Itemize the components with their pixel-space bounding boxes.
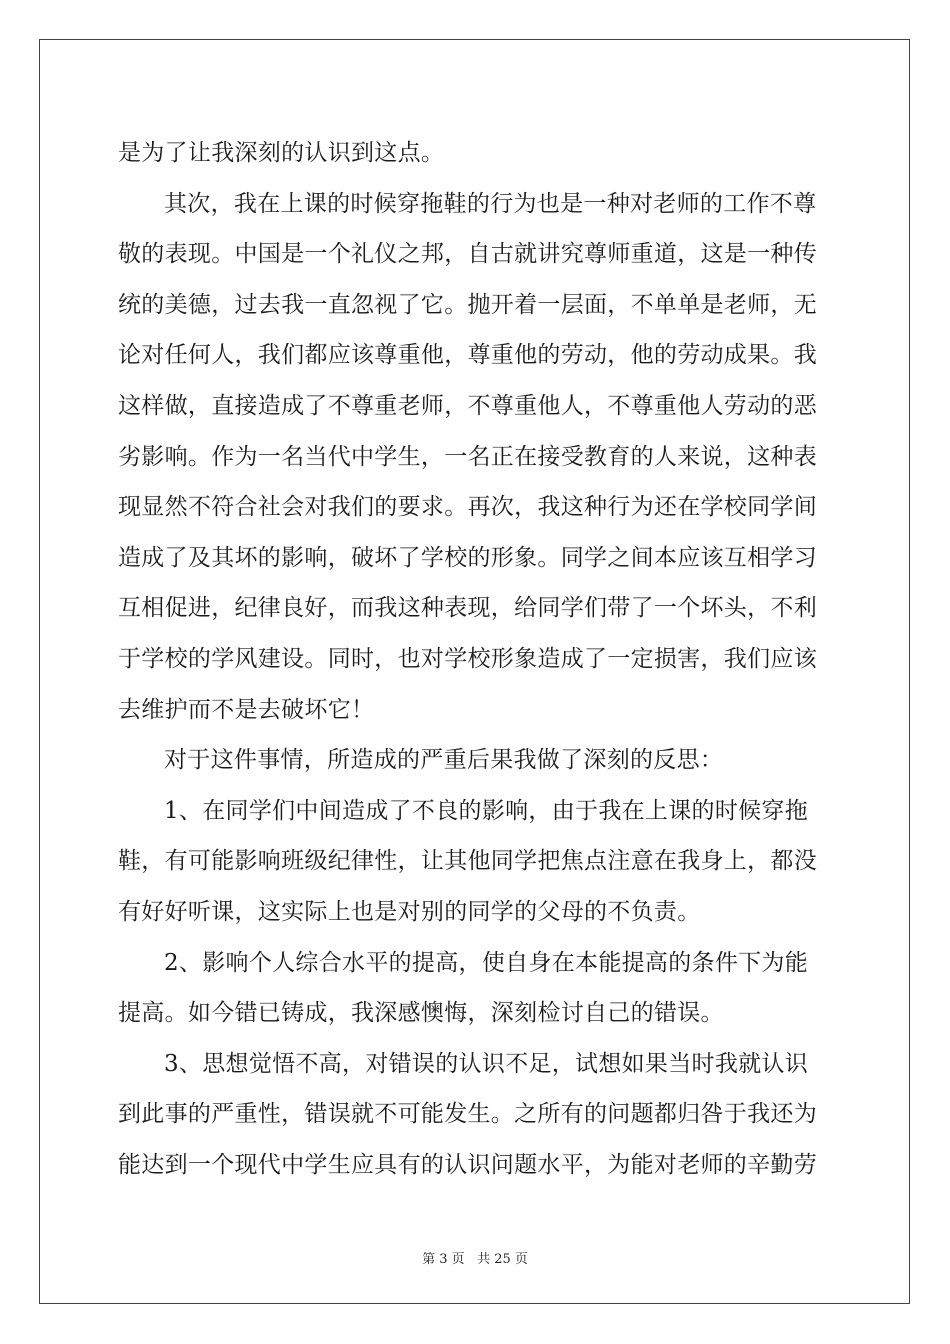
- text-line: 于学校的学风建设。同时，也对学校形象造成了一定损害，我们应该: [118, 645, 817, 672]
- text-line: 3、思想觉悟不高，对错误的认识不足，试想如果当时我就认识: [164, 1050, 809, 1077]
- text-line: 敬的表现。中国是一个礼仪之邦，自古就讲究尊师重道，这是一种传: [118, 241, 817, 268]
- text-line: 这样做，直接造成了不尊重老师，不尊重他人，不尊重他人劳动的恶: [118, 392, 817, 419]
- text-line: 有好好听课，这实际上也是对别的同学的父母的不负责。: [118, 898, 701, 925]
- text-line: 鞋，有可能影响班级纪律性，让其他同学把焦点注意在我身上，都没: [118, 848, 817, 875]
- text-line: 去维护而不是去破坏它！: [118, 696, 375, 723]
- text-line: 到此事的严重性，错误就不可能发生。之所有的问题都归咎于我还为: [118, 1101, 817, 1128]
- text-line: 提高。如今错已铸成，我深感懊悔，深刻检讨自己的错误。: [118, 1000, 724, 1027]
- document-body: [118, 128, 838, 1190]
- text-line: 统的美德，过去我一直忽视了它。抛开着一层面，不单单是老师，无: [118, 291, 817, 318]
- page-number: 第 3 页: [422, 1252, 465, 1267]
- text-line: 其次，我在上课的时候穿拖鞋的行为也是一种对老师的工作不尊: [164, 190, 817, 217]
- page-total: 共 25 页: [477, 1252, 528, 1267]
- text-line: 劣影响。作为一名当代中学生，一名正在接受教育的人来说，这种表: [118, 443, 817, 470]
- text-line: 论对任何人，我们都应该尊重他，尊重他的劳动，他的劳动成果。我: [118, 342, 817, 369]
- text-line: 2、影响个人综合水平的提高，使自身在本能提高的条件下为能: [164, 949, 809, 976]
- page-footer: [0, 1248, 950, 1267]
- text-line: 1、在同学们中间造成了不良的影响，由于我在上课的时候穿拖: [164, 797, 809, 824]
- text-line: 造成了及其坏的影响，破坏了学校的形象。同学之间本应该互相学习: [118, 544, 817, 571]
- text-line: 能达到一个现代中学生应具有的认识问题水平，为能对老师的辛勤劳: [118, 1151, 817, 1178]
- text-line: 是为了让我深刻的认识到这点。: [118, 140, 445, 166]
- text-line: 现显然不符合社会对我们的要求。再次，我这种行为还在学校同学间: [118, 494, 817, 521]
- text-line: 互相促进，纪律良好，而我这种表现，给同学们带了一个坏头，不利: [118, 595, 817, 622]
- text-line: 对于这件事情，所造成的严重后果我做了深刻的反思：: [164, 747, 724, 774]
